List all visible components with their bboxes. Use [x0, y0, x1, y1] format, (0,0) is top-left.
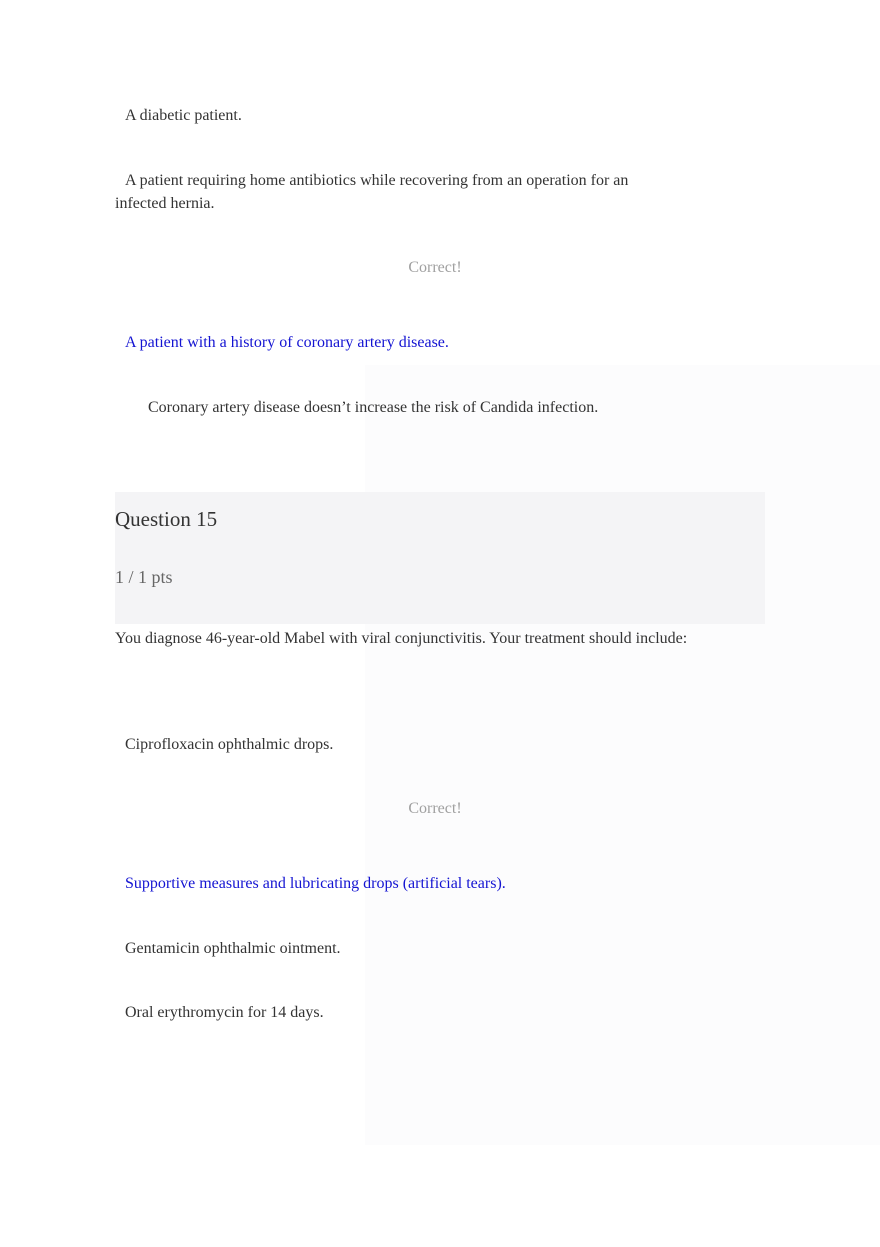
correct-label: Correct!	[408, 800, 462, 817]
page-background-shade	[365, 365, 880, 1145]
correct-answer-option[interactable]: Supportive measures and lubricating drops (artificial tears).	[125, 875, 506, 892]
correct-label: Correct!	[408, 259, 462, 276]
answer-feedback: Coronary artery disease doesn’t increase the risk of Candida infection.	[148, 399, 599, 416]
question-title: Question 15	[115, 507, 218, 531]
answer-option[interactable]: A diabetic patient.	[125, 107, 242, 124]
answer-option[interactable]	[115, 169, 715, 215]
answer-option[interactable]: Ciprofloxacin ophthalmic drops.	[125, 736, 334, 753]
question-text: You diagnose 46-year-old Mabel with viral conjunctivitis. Your treatment should include:	[115, 630, 688, 647]
answer-option[interactable]: Gentamicin ophthalmic ointment.	[125, 940, 341, 957]
question-points: 1 / 1 pts	[115, 567, 173, 587]
answer-option-line: infected hernia.	[115, 195, 215, 212]
correct-answer-option[interactable]: A patient with a history of coronary artery disease.	[125, 334, 449, 351]
answer-option-line: A patient requiring home antibiotics while recovering from an operation for an	[125, 172, 629, 189]
answer-option[interactable]: Oral erythromycin for 14 days.	[125, 1004, 324, 1021]
question-header	[115, 492, 765, 624]
